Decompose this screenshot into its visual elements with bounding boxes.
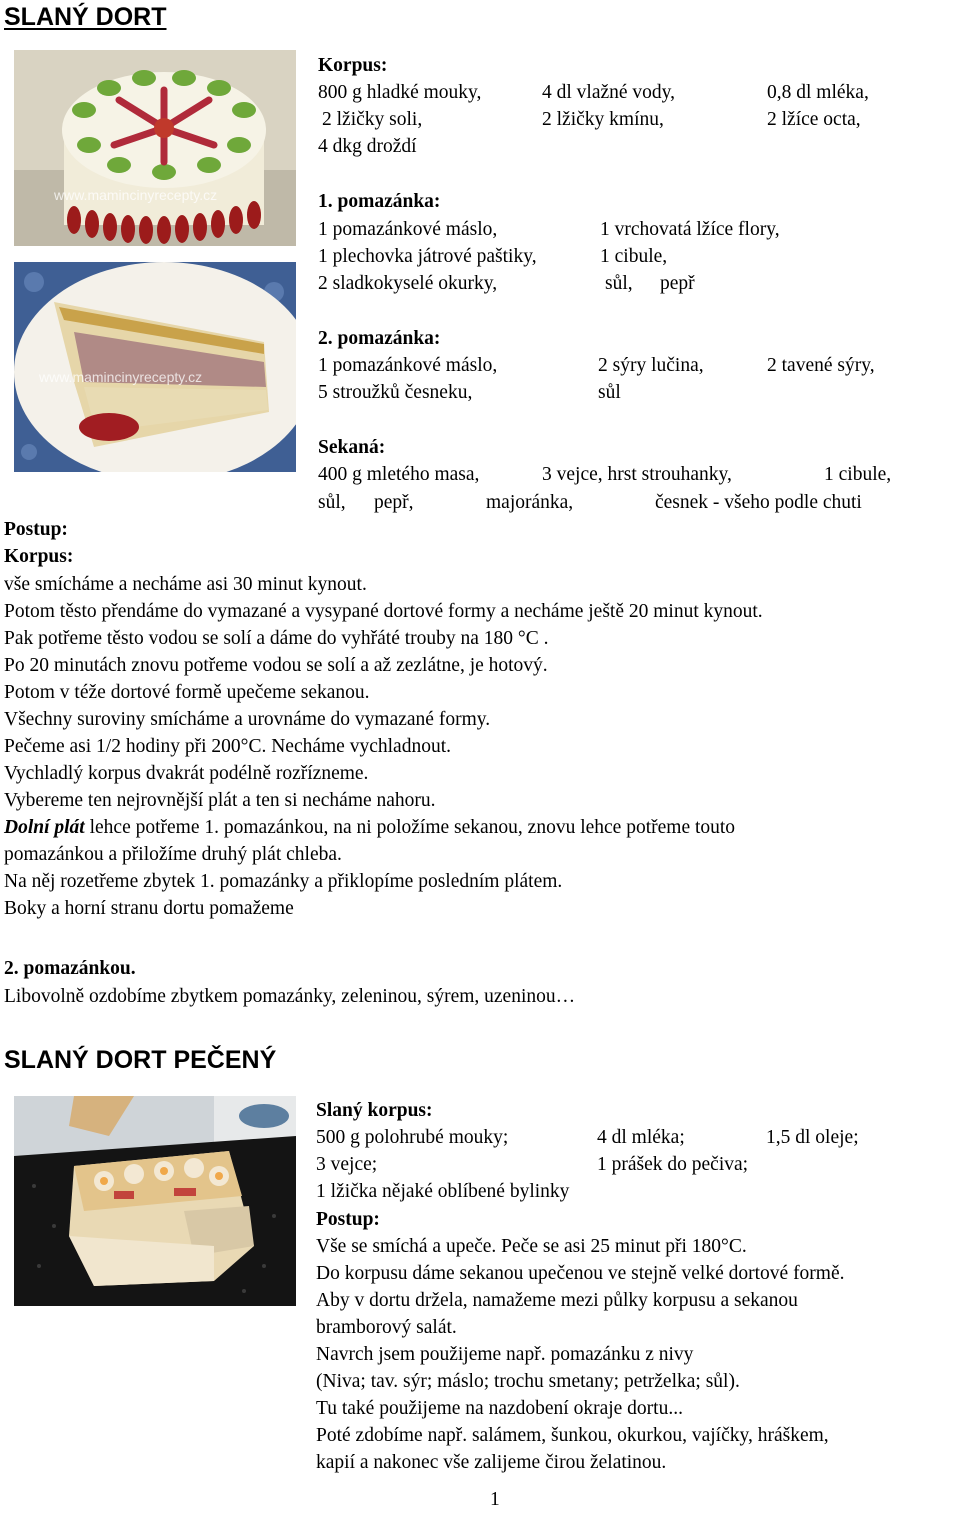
procedure2-heading: Postup: <box>316 1209 380 1230</box>
bottom-plate-text: lehce potřeme 1. pomazánkou, na ni položíme sekanou, znovu lehce potřeme touto <box>84 817 736 838</box>
bottom-plate-label: Dolní plát <box>4 817 85 838</box>
ingredient: 1,5 dl oleje; <box>766 1127 859 1148</box>
ingredient: 400 g mletého masa, <box>318 464 480 485</box>
ingredient: 1 cibule, <box>824 464 892 485</box>
korpus2-heading: Slaný korpus: <box>316 1100 433 1121</box>
procedure-final-line: Libovolně ozdobíme zbytkem pomazánky, zeleninou, sýrem, uzeninou… <box>4 986 576 1007</box>
spread2-reference: 2. pomazánkou. <box>4 958 136 979</box>
ingredient: 1 plechovka játrové paštiky, <box>318 246 537 267</box>
ingredient: 2 lžičky kmínu, <box>542 109 664 130</box>
baked-cake-image <box>14 1096 296 1306</box>
ingredient: 2 sýry lučina, <box>598 355 704 376</box>
procedure-line: Potom těsto přendáme do vymazané a vysypané dortové formy a necháme ještě 20 minut kynout. <box>4 601 763 622</box>
cake-photo-top <box>14 50 296 246</box>
procedure-line: bramborový salát. <box>316 1317 457 1338</box>
ingredient: 1 cibule, <box>600 246 668 267</box>
spread1-heading: 1. pomazánka: <box>318 191 441 212</box>
ingredient: 1 vrchovatá lžíce flory, <box>600 219 780 240</box>
procedure-line: kapií a nakonec vše zalijeme čirou želatinou. <box>316 1452 667 1473</box>
procedure-line: Vše se smíchá a upeče. Peče se asi 25 minut při 180°C. <box>316 1236 747 1257</box>
procedure-line: Vybereme ten nejrovnější plát a ten si necháme nahoru. <box>4 790 436 811</box>
ingredient: 3 vejce; <box>316 1154 378 1175</box>
procedure-line: (Niva; tav. sýr; máslo; trochu smetany; petrželka; sůl). <box>316 1371 740 1392</box>
procedure-heading: Postup: <box>4 519 68 540</box>
procedure-line: Po 20 minutách znovu potřeme vodou se solí a až zezlátne, je hotový. <box>4 655 548 676</box>
ingredient: 2 lžičky soli, <box>322 109 423 130</box>
procedure-line: Potom v téže dortové formě upečeme sekanou. <box>4 682 370 703</box>
ingredient: 500 g polohrubé mouky; <box>316 1127 509 1148</box>
ingredient: 1 lžička nějaké oblíbené bylinky <box>316 1181 570 1202</box>
spread2-heading: 2. pomazánka: <box>318 328 441 349</box>
procedure-subheading: Korpus: <box>4 546 74 567</box>
procedure-line: Vychladlý korpus dvakrát podélně rozřízneme. <box>4 763 369 784</box>
procedure-line: Boky a horní stranu dortu pomažeme <box>4 898 294 919</box>
recipe2-title: SLANÝ DORT PEČENÝ <box>4 1046 277 1074</box>
ingredient: 4 dkg droždí <box>318 136 417 157</box>
ingredient: 2 lžíce octa, <box>767 109 861 130</box>
korpus-heading: Korpus: <box>318 55 388 76</box>
procedure-line <box>4 814 763 841</box>
ingredient: pepř <box>660 273 695 294</box>
watermark-text: www.mamincinyrecepty.cz <box>54 187 218 203</box>
page-number: 1 <box>490 1489 500 1510</box>
procedure-line: Aby v dortu držela, namažeme mezi půlky korpusu a sekanou <box>316 1290 798 1311</box>
procedure-line: Na něj rozetřeme zbytek 1. pomazánky a přiklopíme posledním plátem. <box>4 871 563 892</box>
procedure-line: Navrch jsem použijeme např. pomazánku z nivy <box>316 1344 694 1365</box>
ingredient: 1 pomazánkové máslo, <box>318 219 498 240</box>
ingredient: 800 g hladké mouky, <box>318 82 482 103</box>
ingredient: 2 tavené sýry, <box>767 355 875 376</box>
decorated-cake-image <box>14 50 296 246</box>
procedure-line: vše smícháme a necháme asi 30 minut kynout. <box>4 574 367 595</box>
meatloaf-heading: Sekaná: <box>318 437 386 458</box>
watermark-text-2: www.mamincinyrecepty.cz <box>39 369 203 385</box>
ingredient: 1 prášek do pečiva; <box>597 1154 749 1175</box>
ingredient: 5 stroužků česneku, <box>318 382 473 403</box>
procedure2-steps <box>316 1233 845 1476</box>
cake-slice-photo <box>14 262 296 472</box>
procedure-line: Pak potřeme těsto vodou se solí a dáme do vyhřáté trouby na 180 °C . <box>4 628 549 649</box>
recipe-title: SLANÝ DORT <box>4 3 167 31</box>
ingredient: 4 dl vlažné vody, <box>542 82 676 103</box>
procedure-line: pomazánkou a přiložíme druhý plát chleba. <box>4 844 342 865</box>
procedure-line: Pečeme asi 1/2 hodiny při 200°C. Necháme vychladnout. <box>4 736 451 757</box>
procedure-line: Do korpusu dáme sekanou upečenou ve stejně velké dortové formě. <box>316 1263 845 1284</box>
ingredient: majoránka, <box>486 492 574 513</box>
ingredient: 2 sladkokyselé okurky, <box>318 273 498 294</box>
cake-slice-image <box>14 262 296 472</box>
ingredient: sůl, <box>605 273 633 294</box>
baked-cake-photo <box>14 1096 296 1306</box>
ingredient: sůl, <box>318 492 346 513</box>
ingredient: sůl <box>598 382 621 403</box>
ingredient: pepř, <box>374 492 414 513</box>
ingredient: 0,8 dl mléka, <box>767 82 869 103</box>
procedure-line: Poté zdobíme např. salámem, šunkou, okurkou, vajíčky, hráškem, <box>316 1425 829 1446</box>
procedure-line: Tu také použijeme na nazdobení okraje dortu... <box>316 1398 683 1419</box>
ingredient: česnek - všeho podle chuti <box>655 492 862 513</box>
procedure-line: Všechny suroviny smícháme a urovnáme do vymazané formy. <box>4 709 491 730</box>
ingredient: 3 vejce, hrst strouhanky, <box>542 464 732 485</box>
ingredient: 4 dl mléka; <box>597 1127 685 1148</box>
procedure-steps <box>4 571 763 922</box>
ingredient: 1 pomazánkové máslo, <box>318 355 498 376</box>
